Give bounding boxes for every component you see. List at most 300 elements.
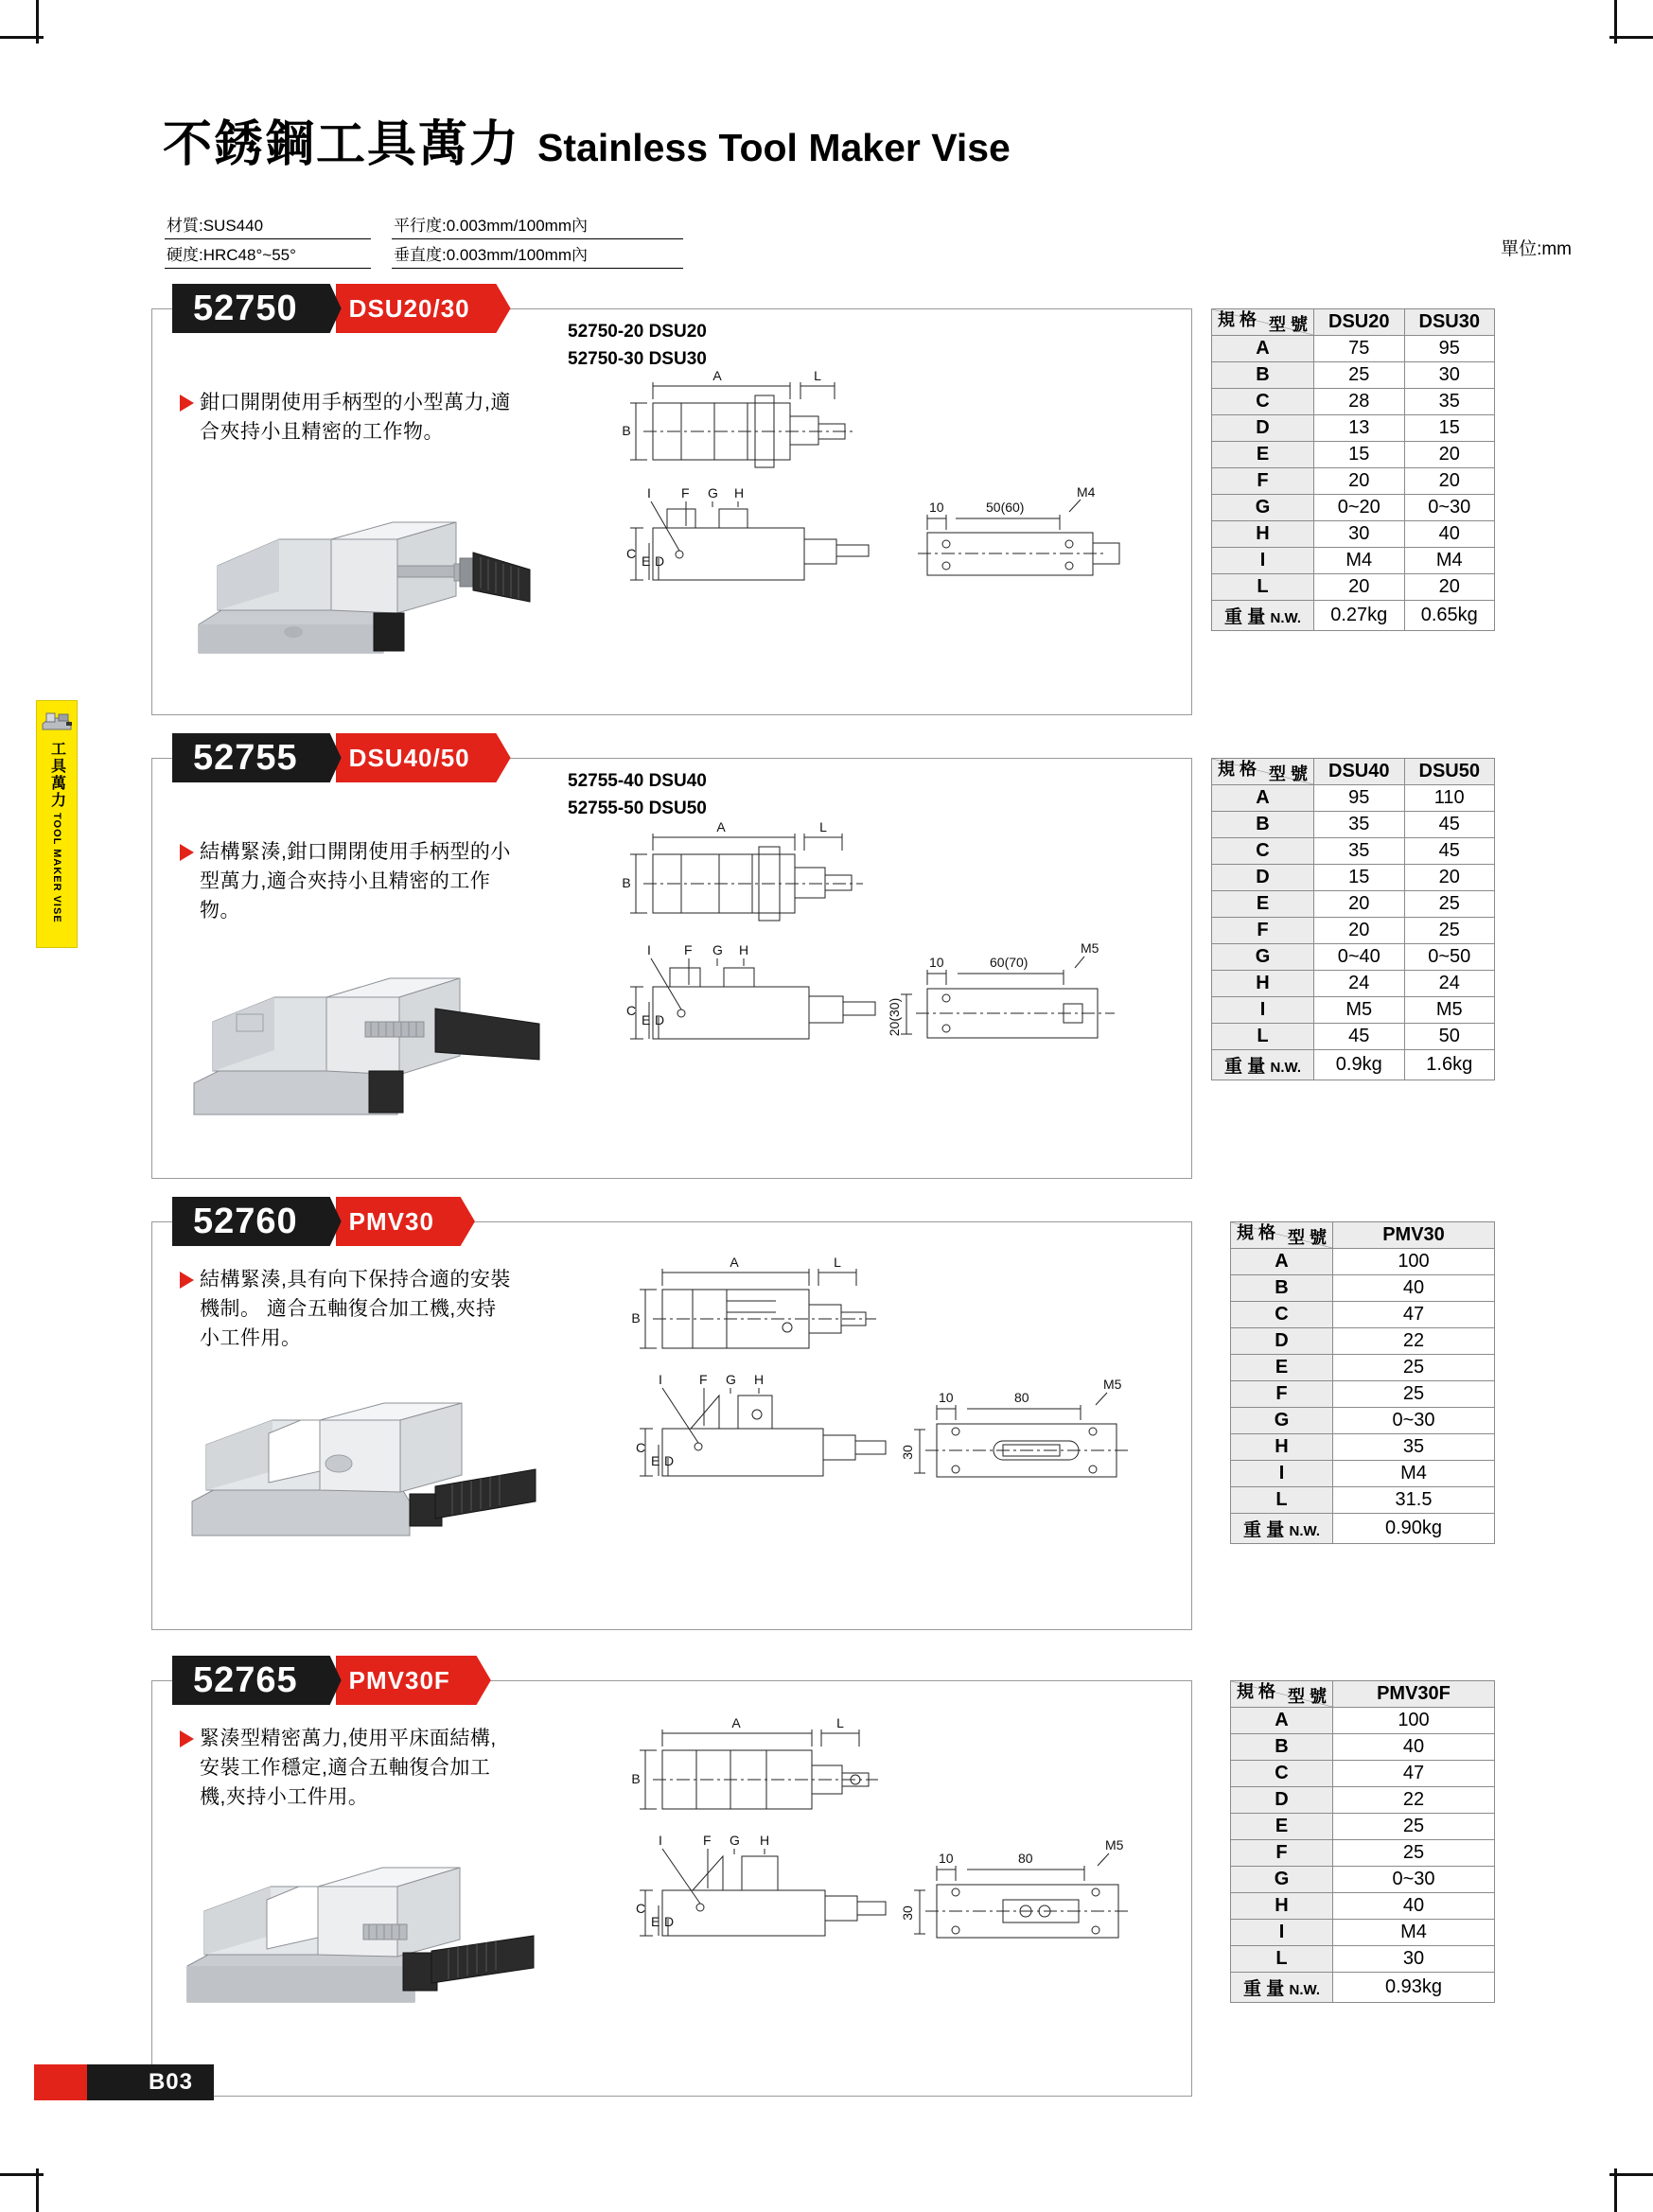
cell-value: 40 [1333,1734,1495,1761]
row-label: D [1212,415,1314,442]
column-header: PMV30F [1333,1681,1495,1708]
product-model-tag-52765: PMV30F [336,1656,460,1705]
row-label: A [1212,785,1314,812]
weight-label-en: N.W. [1289,1982,1321,1998]
table-header-row [1231,1222,1495,1249]
table-row [1231,1787,1495,1814]
svg-text:M5: M5 [1081,940,1099,956]
table-row [1231,1249,1495,1275]
material-spec-box [165,210,683,269]
row-label: G [1231,1408,1333,1434]
row-label: B [1212,812,1314,838]
product-photo-52760 [178,1396,547,1566]
weight-label-cn: 重 量 [1223,607,1266,627]
svg-text:C: C [626,1003,637,1018]
cell-value: 35 [1404,389,1495,415]
spec-perpendicularity: 垂直度:0.003mm/100mm內 [392,239,683,269]
table-row [1212,574,1495,601]
product-model-arrow [479,284,511,333]
cell-value: 75 [1314,336,1405,362]
table-row [1231,1920,1495,1946]
row-label: F [1231,1381,1333,1408]
cell-value: 0~50 [1404,944,1495,971]
column-header: DSU40 [1314,759,1405,785]
corner-label-spec: 規 格 [1237,1682,1276,1701]
cell-value: 30 [1333,1946,1495,1973]
row-label: C [1231,1302,1333,1328]
product-number-52765: 52765 [172,1656,313,1705]
row-label: C [1231,1761,1333,1787]
spec-hardness: 硬度:HRC48°~55° [165,239,371,269]
svg-text:C: C [636,1440,646,1455]
svg-text:30: 30 [900,1445,915,1460]
cell-value: 47 [1333,1302,1495,1328]
weight-label-cn: 重 量 [1242,1979,1285,1999]
table-row [1231,1814,1495,1840]
cell-value: 22 [1333,1787,1495,1814]
cell-value: 40 [1404,521,1495,548]
row-label: F [1212,918,1314,944]
table-row [1212,838,1495,865]
row-label: I [1231,1920,1333,1946]
svg-text:E: E [651,1453,660,1468]
svg-text:E: E [642,1012,651,1027]
svg-text:I: I [659,1833,662,1848]
product-model-tag-52750: DSU20/30 [336,284,480,333]
spec-parallelism: 平行度:0.003mm/100mm內 [392,210,683,239]
cell-value: 47 [1333,1761,1495,1787]
svg-text:D: D [655,1012,665,1027]
weight-label-en: N.W. [1270,610,1302,626]
table-row [1212,362,1495,389]
cell-value: 15 [1314,865,1405,891]
crop-mark-top-right-horizontal [1609,36,1653,39]
table-row [1231,1461,1495,1487]
row-label: C [1212,389,1314,415]
cell-value: 25 [1333,1840,1495,1867]
page-title-en: Stainless Tool Maker Vise [537,126,1011,169]
cell-value: 45 [1404,838,1495,865]
corner-label-model: 型 號 [1287,1228,1327,1247]
product-photo-52755 [180,965,549,1145]
svg-text:F: F [681,485,690,500]
svg-text:L: L [814,368,821,383]
row-label: L [1212,574,1314,601]
corner-label-model: 型 號 [1268,764,1308,783]
row-label: L [1231,1487,1333,1514]
row-label: C [1212,838,1314,865]
cell-value: 100 [1333,1708,1495,1734]
svg-text:M5: M5 [1103,1377,1122,1392]
product-description-52750 [180,388,512,447]
svg-text:F: F [684,942,693,957]
corner-label-spec: 規 格 [1218,760,1257,779]
page-title-cn: 不銹鋼工具萬力 [163,117,521,172]
table-row [1231,1840,1495,1867]
svg-text:10: 10 [929,955,944,970]
weight-value: 0.65kg [1404,601,1495,631]
table-corner-cell [1212,759,1314,785]
table-corner-cell [1231,1222,1333,1249]
row-label: E [1231,1814,1333,1840]
cell-value: 25 [1404,918,1495,944]
page-title [163,104,1011,175]
svg-text:A: A [730,1255,739,1270]
svg-text:80: 80 [1018,1851,1033,1866]
svg-text:I: I [647,485,651,500]
svg-text:B: B [631,1310,641,1325]
product-description-text: 緊湊型精密萬力,使用平床面結構,安裝工作穩定,適合五軸復合加工機,夾持小工件用。 [200,1728,497,1809]
cell-value: M4 [1314,548,1405,574]
table-row-weight [1212,601,1495,631]
svg-text:G: G [726,1372,736,1387]
cell-value: 0~30 [1333,1867,1495,1893]
row-label: B [1231,1734,1333,1761]
cell-value: 30 [1404,362,1495,389]
row-label: L [1212,1024,1314,1050]
cell-value: 40 [1333,1893,1495,1920]
table-header-row [1212,309,1495,336]
table-corner-cell [1212,309,1314,336]
svg-text:30: 30 [900,1905,915,1921]
product-description-text: 結構緊湊,鉗口開閉使用手柄型的小型萬力,適合夾持小且精密的工作物。 [200,841,511,922]
svg-text:10: 10 [939,1851,954,1866]
cell-value: 20 [1404,468,1495,495]
row-label: H [1231,1893,1333,1920]
svg-text:A: A [712,368,722,383]
cell-value: 20 [1404,574,1495,601]
side-tab-tool-maker-vise [36,700,78,948]
svg-text:M4: M4 [1077,484,1096,500]
svg-text:I: I [647,942,651,957]
cell-value: 35 [1314,812,1405,838]
row-label: B [1212,362,1314,389]
corner-label-spec: 規 格 [1218,310,1257,329]
cell-value: 15 [1314,442,1405,468]
cell-value: M5 [1314,997,1405,1024]
table-row [1231,1355,1495,1381]
svg-text:60(70): 60(70) [990,955,1029,970]
weight-value: 1.6kg [1404,1050,1495,1080]
row-label: I [1212,997,1314,1024]
cell-value: 20 [1404,865,1495,891]
svg-text:L: L [819,819,827,834]
weight-value: 0.90kg [1333,1514,1495,1544]
row-label: F [1212,468,1314,495]
svg-text:A: A [731,1715,741,1730]
cell-value: 25 [1404,891,1495,918]
cell-value: 25 [1314,362,1405,389]
table-row [1212,865,1495,891]
column-header: DSU50 [1404,759,1495,785]
product-model-arrow [479,733,511,782]
row-label: G [1212,495,1314,521]
cell-value: M4 [1333,1461,1495,1487]
bullet-triangle-icon [180,1272,194,1289]
svg-text:H: H [760,1833,770,1848]
weight-value: 0.27kg [1314,601,1405,631]
unit-note: 單位:mm [1501,239,1572,259]
cell-value: 0~30 [1404,495,1495,521]
table-header-row [1212,759,1495,785]
svg-text:L: L [834,1255,841,1270]
cell-value: 0~20 [1314,495,1405,521]
svg-text:D: D [664,1453,675,1468]
product-photo-52765 [178,1854,547,2034]
table-row [1231,1328,1495,1355]
table-row [1212,1024,1495,1050]
row-label: G [1231,1867,1333,1893]
svg-text:F: F [699,1372,708,1387]
spec-material: 材質:SUS440 [165,210,371,239]
table-row-weight [1231,1514,1495,1544]
product-tag-52765 [172,1656,491,1705]
table-row [1212,997,1495,1024]
table-row [1212,918,1495,944]
table-row [1212,468,1495,495]
weight-label [1212,601,1314,631]
cell-value: 25 [1333,1355,1495,1381]
product-code-line: 52755-50 DSU50 [568,799,707,819]
table-corner-cell [1231,1681,1333,1708]
spec-table-52750 [1211,308,1495,631]
weight-label-cn: 重 量 [1223,1057,1266,1077]
table-row [1212,891,1495,918]
vise-icon [41,709,73,733]
cell-value: 20 [1314,891,1405,918]
row-label: D [1212,865,1314,891]
weight-label-en: N.W. [1289,1523,1321,1539]
row-label: A [1212,336,1314,362]
svg-text:50(60): 50(60) [986,500,1025,515]
table-row [1212,521,1495,548]
svg-text:D: D [664,1914,675,1929]
cell-value: 24 [1404,971,1495,997]
svg-text:H: H [734,485,745,500]
cell-value: 95 [1404,336,1495,362]
product-description-52765 [180,1724,512,1812]
svg-text:B: B [631,1771,641,1786]
row-label: D [1231,1787,1333,1814]
table-row [1212,548,1495,574]
svg-text:I: I [659,1372,662,1387]
row-label: A [1231,1708,1333,1734]
cell-value: 95 [1314,785,1405,812]
row-label: H [1231,1434,1333,1461]
svg-text:10: 10 [939,1390,954,1405]
table-row [1212,495,1495,521]
table-row [1231,1381,1495,1408]
product-drawing-52765 [624,1703,1173,2025]
svg-text:G: G [708,485,718,500]
product-tag-52750 [172,284,511,333]
cell-value: 24 [1314,971,1405,997]
product-code-line: 52755-40 DSU40 [568,771,707,791]
cell-value: 45 [1404,812,1495,838]
weight-label-en: N.W. [1270,1060,1302,1076]
table-row [1231,1275,1495,1302]
table-row [1231,1487,1495,1514]
row-label: E [1212,442,1314,468]
svg-text:D: D [655,553,665,569]
product-model-arrow [459,1656,491,1705]
column-header: DSU30 [1404,309,1495,336]
table-row [1212,785,1495,812]
svg-text:H: H [754,1372,765,1387]
svg-text:20(30): 20(30) [887,997,902,1037]
row-label: L [1231,1946,1333,1973]
table-row [1212,336,1495,362]
cell-value: 20 [1314,468,1405,495]
table-row [1231,1434,1495,1461]
row-label: F [1231,1840,1333,1867]
row-label: B [1231,1275,1333,1302]
svg-text:E: E [642,553,651,569]
weight-label [1231,1514,1333,1544]
product-code-line: 52750-30 DSU30 [568,349,707,370]
cell-value: 0~30 [1333,1408,1495,1434]
table-row [1212,442,1495,468]
product-model-tag-52755: DSU40/50 [336,733,480,782]
spec-table-52755 [1211,758,1495,1080]
corner-label-spec: 規 格 [1237,1223,1276,1242]
row-label: D [1231,1328,1333,1355]
product-description-text: 結構緊湊,具有向下保持合適的安裝機制。 適合五軸復合加工機,夾持小工件用。 [200,1269,511,1350]
crop-mark-bottom-left-horizontal [0,2173,44,2176]
spec-table-52760 [1230,1221,1495,1544]
product-description-52755 [180,837,512,925]
cell-value: 25 [1333,1381,1495,1408]
cell-value: 28 [1314,389,1405,415]
row-label: E [1212,891,1314,918]
weight-label-cn: 重 量 [1242,1520,1285,1540]
product-photo-52750 [180,511,539,681]
table-row [1231,1946,1495,1973]
product-code-line: 52750-20 DSU20 [568,322,707,342]
cell-value: 0~40 [1314,944,1405,971]
corner-label-model: 型 號 [1287,1687,1327,1706]
svg-text:G: G [730,1833,740,1848]
cell-value: M4 [1404,548,1495,574]
svg-text:H: H [739,942,749,957]
svg-text:80: 80 [1014,1390,1029,1405]
side-tab-label-cn: 工具萬力 [48,741,65,809]
weight-label [1212,1050,1314,1080]
table-row [1212,415,1495,442]
svg-text:E: E [651,1914,660,1929]
cell-value: 20 [1314,918,1405,944]
svg-text:B: B [622,423,631,438]
product-number-52760: 52760 [172,1197,313,1246]
row-label: I [1231,1461,1333,1487]
cell-value: 50 [1404,1024,1495,1050]
svg-text:10: 10 [929,500,944,515]
product-description-text: 鉗口開閉使用手柄型的小型萬力,適合夾持小且精密的工作物。 [200,392,511,444]
bullet-triangle-icon [180,844,194,861]
table-row [1231,1893,1495,1920]
svg-text:B: B [622,875,631,890]
table-row [1231,1734,1495,1761]
table-row [1212,971,1495,997]
footer-accent-block [34,2064,87,2100]
cell-value: 45 [1314,1024,1405,1050]
product-model-arrow [443,1197,475,1246]
weight-label [1231,1973,1333,2003]
cell-value: M5 [1404,997,1495,1024]
product-tag-52755 [172,733,511,782]
table-row-weight [1212,1050,1495,1080]
row-label: E [1231,1355,1333,1381]
product-drawing-52750 [615,358,1164,660]
product-tag-52760 [172,1197,475,1246]
svg-text:C: C [626,546,637,561]
svg-text:A: A [716,819,726,834]
row-label: A [1231,1249,1333,1275]
bullet-triangle-icon [180,1730,194,1747]
product-number-52755: 52755 [172,733,313,782]
cell-value: 110 [1404,785,1495,812]
table-row [1231,1408,1495,1434]
product-number-52750: 52750 [172,284,313,333]
cell-value: 100 [1333,1249,1495,1275]
cell-value: 22 [1333,1328,1495,1355]
table-row [1231,1761,1495,1787]
table-row-weight [1231,1973,1495,2003]
svg-text:M5: M5 [1105,1837,1124,1852]
row-label: H [1212,971,1314,997]
crop-mark-top-left-horizontal [0,36,44,39]
table-header-row [1231,1681,1495,1708]
weight-value: 0.93kg [1333,1973,1495,2003]
cell-value: 15 [1404,415,1495,442]
table-row [1212,389,1495,415]
product-description-52760 [180,1265,512,1353]
row-label: G [1212,944,1314,971]
cell-value: 30 [1314,521,1405,548]
cell-value: M4 [1333,1920,1495,1946]
cell-value: 13 [1314,415,1405,442]
spec-table-52765 [1230,1680,1495,2003]
row-label: H [1212,521,1314,548]
table-row [1212,812,1495,838]
product-model-tag-52760: PMV30 [336,1197,444,1246]
cell-value: 25 [1333,1814,1495,1840]
column-header: PMV30 [1333,1222,1495,1249]
table-row [1231,1867,1495,1893]
svg-text:C: C [636,1901,646,1916]
svg-text:L: L [836,1715,844,1730]
svg-text:G: G [712,942,723,957]
corner-label-model: 型 號 [1268,315,1308,334]
cell-value: 20 [1314,574,1405,601]
page-number: B03 [148,2069,193,2095]
column-header: DSU20 [1314,309,1405,336]
table-row [1231,1708,1495,1734]
product-drawing-52760 [624,1244,1173,1566]
cell-value: 35 [1333,1434,1495,1461]
cell-value: 20 [1404,442,1495,468]
cell-value: 31.5 [1333,1487,1495,1514]
product-drawing-52755 [615,809,1164,1121]
cell-value: 35 [1314,838,1405,865]
cell-value: 40 [1333,1275,1495,1302]
table-row [1231,1302,1495,1328]
bullet-triangle-icon [180,395,194,412]
side-tab-label-en: TOOL MAKER VISE [51,813,62,923]
crop-mark-bottom-right-horizontal [1609,2173,1653,2176]
row-label: I [1212,548,1314,574]
svg-text:F: F [703,1833,712,1848]
